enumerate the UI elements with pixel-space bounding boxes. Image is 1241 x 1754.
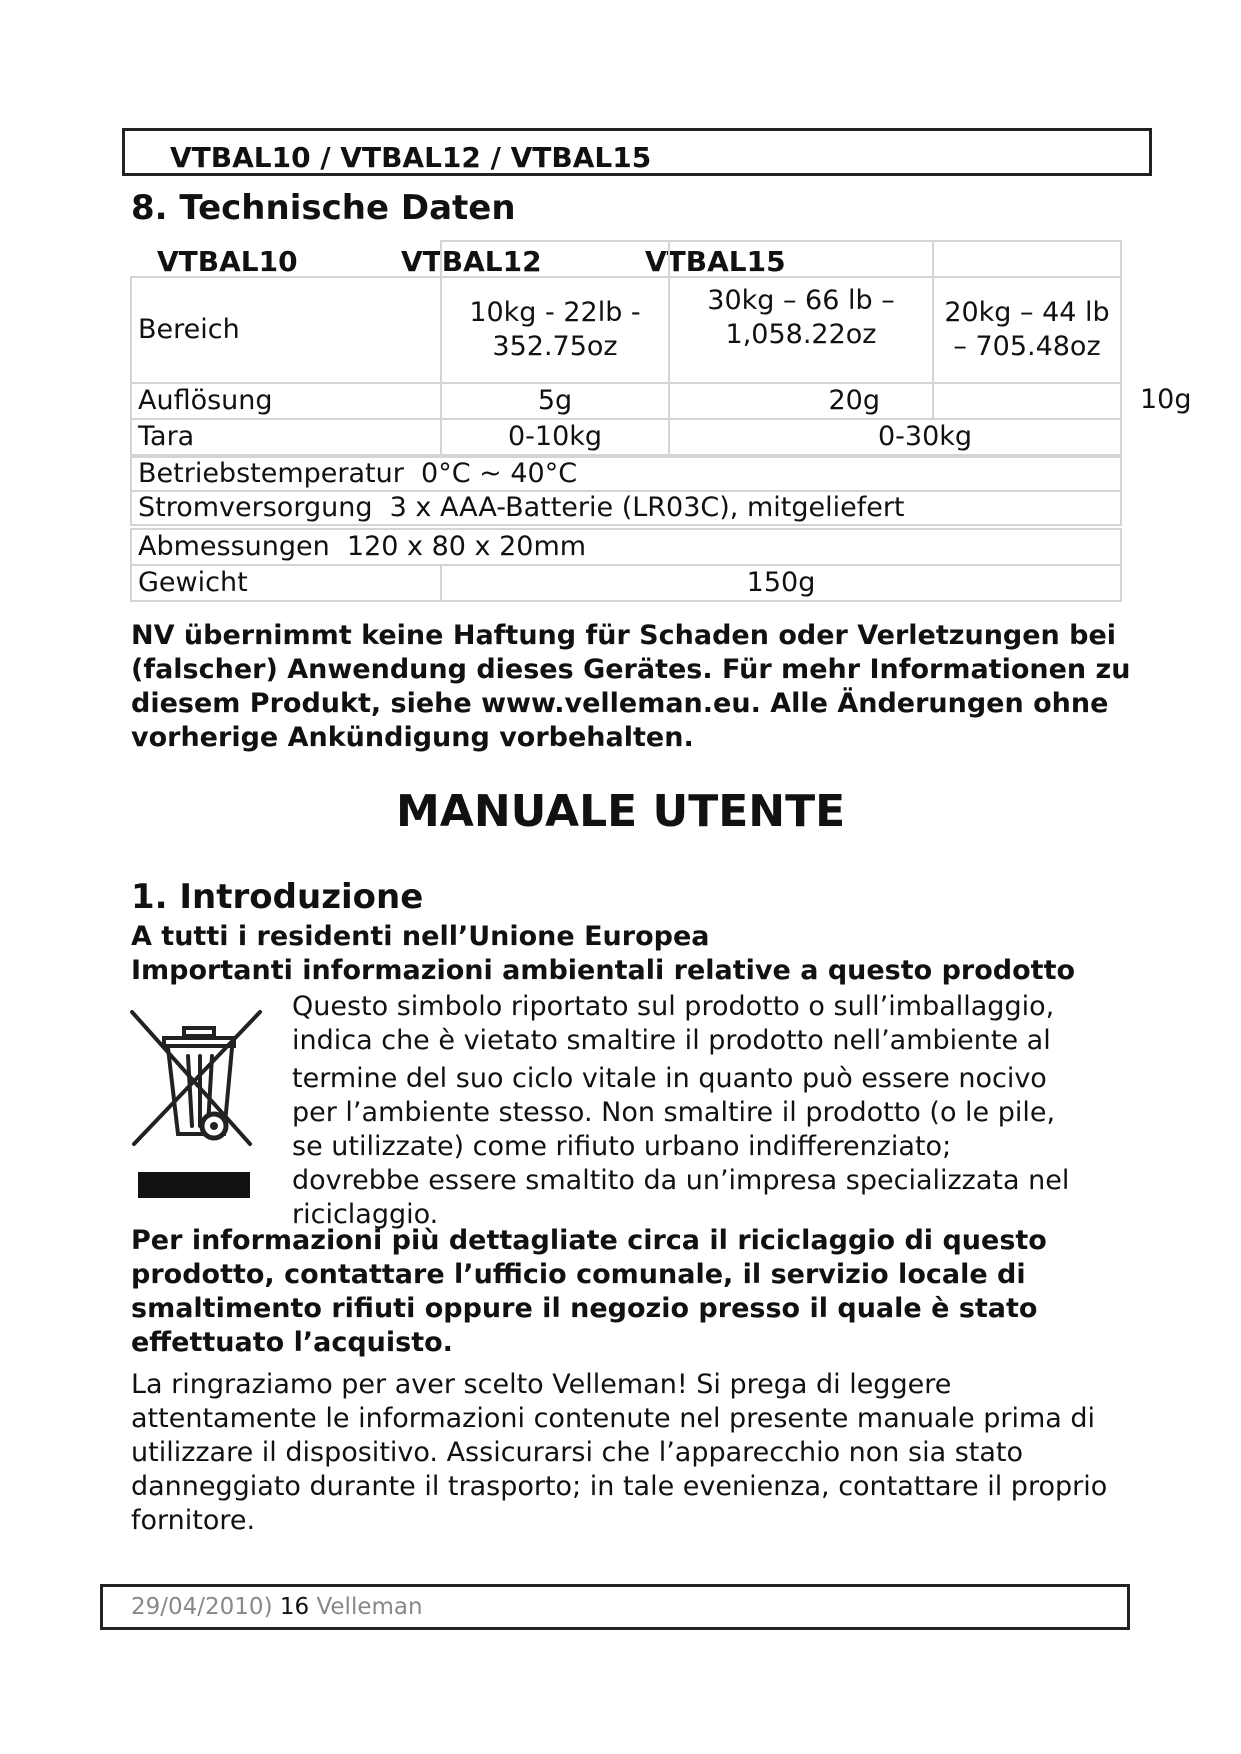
- footer-brand: Velleman: [316, 1594, 423, 1620]
- row-temperature: Betriebstemperatur 0°C ~ 40°C: [130, 456, 1122, 492]
- aufloesung-empty-cell: [932, 382, 1122, 420]
- table-header-cell: [932, 240, 1122, 278]
- col-head-vtbal15: VTBAL15: [645, 245, 786, 278]
- bereich-vtbal15: 20kg – 44 lb – 705.48oz: [932, 276, 1122, 384]
- thanks-paragraph: La ringraziamo per aver scelto Velleman! Si prega di leggere attentamente le informazioni contenute nel presente manuale prima di utilizzare il dispositivo. Assicurarsi che l’apparecchio non sia stato danneggiato durante il trasporto; in tale evenienza, contattare il proprio fornitore.: [131, 1369, 1108, 1536]
- col-head-vtbal12: VTBAL12: [401, 245, 542, 278]
- intro-env-info: Importanti informazioni ambientali relative a questo prodotto: [131, 955, 1076, 986]
- bereich-vtbal10: 10kg - 22lb - 352.75oz: [440, 276, 670, 384]
- weee-line: riciclaggio.: [292, 1199, 439, 1230]
- section-8-title: 8. Technische Daten: [131, 188, 516, 228]
- aufloesung-vtbal12: 20g: [668, 382, 934, 420]
- gewicht-value: 150g: [440, 564, 1122, 602]
- tara-vtbal12-15: 0-30kg: [668, 418, 1122, 456]
- weee-line: dovrebbe essere smaltito da un’impresa specializzata nel: [292, 1165, 1070, 1196]
- disclaimer: NV übernimmt keine Haftung für Schaden oder Verletzungen bei (falscher) Anwendung dieses Gerätes. Für mehr Informationen zu diesem Produkt, siehe www.velleman.eu. Alle Änderungen ohne vorherige Ankündigung vorbehalten.: [131, 620, 1131, 753]
- footer: [131, 1594, 423, 1620]
- row-power: Stromversorgung 3 x AAA-Batterie (LR03C), mitgeliefert: [130, 490, 1122, 526]
- row-label-aufloesung: Auflösung: [130, 382, 442, 420]
- intro-eu-residents: A tutti i residenti nell’Unione Europea: [131, 921, 710, 952]
- weee-bin-icon: [128, 1006, 268, 1216]
- intro-title: 1. Introduzione: [131, 877, 424, 917]
- row-label-tara: Tara: [130, 418, 442, 456]
- col-head-vtbal10: VTBAL10: [157, 245, 298, 278]
- bereich-vtbal12: 30kg – 66 lb – 1,058.22oz: [668, 276, 934, 384]
- table-header-cell: [440, 240, 670, 278]
- manual-title: MANUALE UTENTE: [396, 786, 846, 837]
- recycling-info: Per informazioni più dettagliate circa il riciclaggio di questo prodotto, contattare l’ufficio comunale, il servizio locale di smaltimento rifiuti oppure il negozio presso il quale è stato effettuato l’acquisto.: [131, 1225, 1047, 1358]
- weee-line: Questo simbolo riportato sul prodotto o sull’imballaggio,: [292, 991, 1055, 1022]
- row-label-gewicht: Gewicht: [130, 564, 442, 602]
- aufloesung-vtbal10: 5g: [440, 382, 670, 420]
- footer-page-number: 16: [279, 1594, 310, 1620]
- header-models: VTBAL10 / VTBAL12 / VTBAL15: [170, 141, 652, 174]
- footer-date: 29/04/2010): [131, 1594, 273, 1620]
- weee-line: termine del suo ciclo vitale in quanto può essere nocivo: [292, 1063, 1047, 1094]
- weee-text: [292, 990, 1132, 1232]
- weee-line: se utilizzate) come rifiuto urbano indifferenziato;: [292, 1131, 952, 1162]
- table-header-cell: [668, 240, 934, 278]
- weee-line: indica che è vietato smaltire il prodotto nell’ambiente al: [292, 1025, 1051, 1056]
- weee-line: per l’ambiente stesso. Non smaltire il prodotto (o le pile,: [292, 1097, 1056, 1128]
- row-dimensions: Abmessungen 120 x 80 x 20mm: [130, 528, 1122, 566]
- tara-vtbal10: 0-10kg: [440, 418, 670, 456]
- aufloesung-vtbal15: 10g: [1140, 384, 1192, 415]
- row-label-bereich: Bereich: [130, 276, 442, 384]
